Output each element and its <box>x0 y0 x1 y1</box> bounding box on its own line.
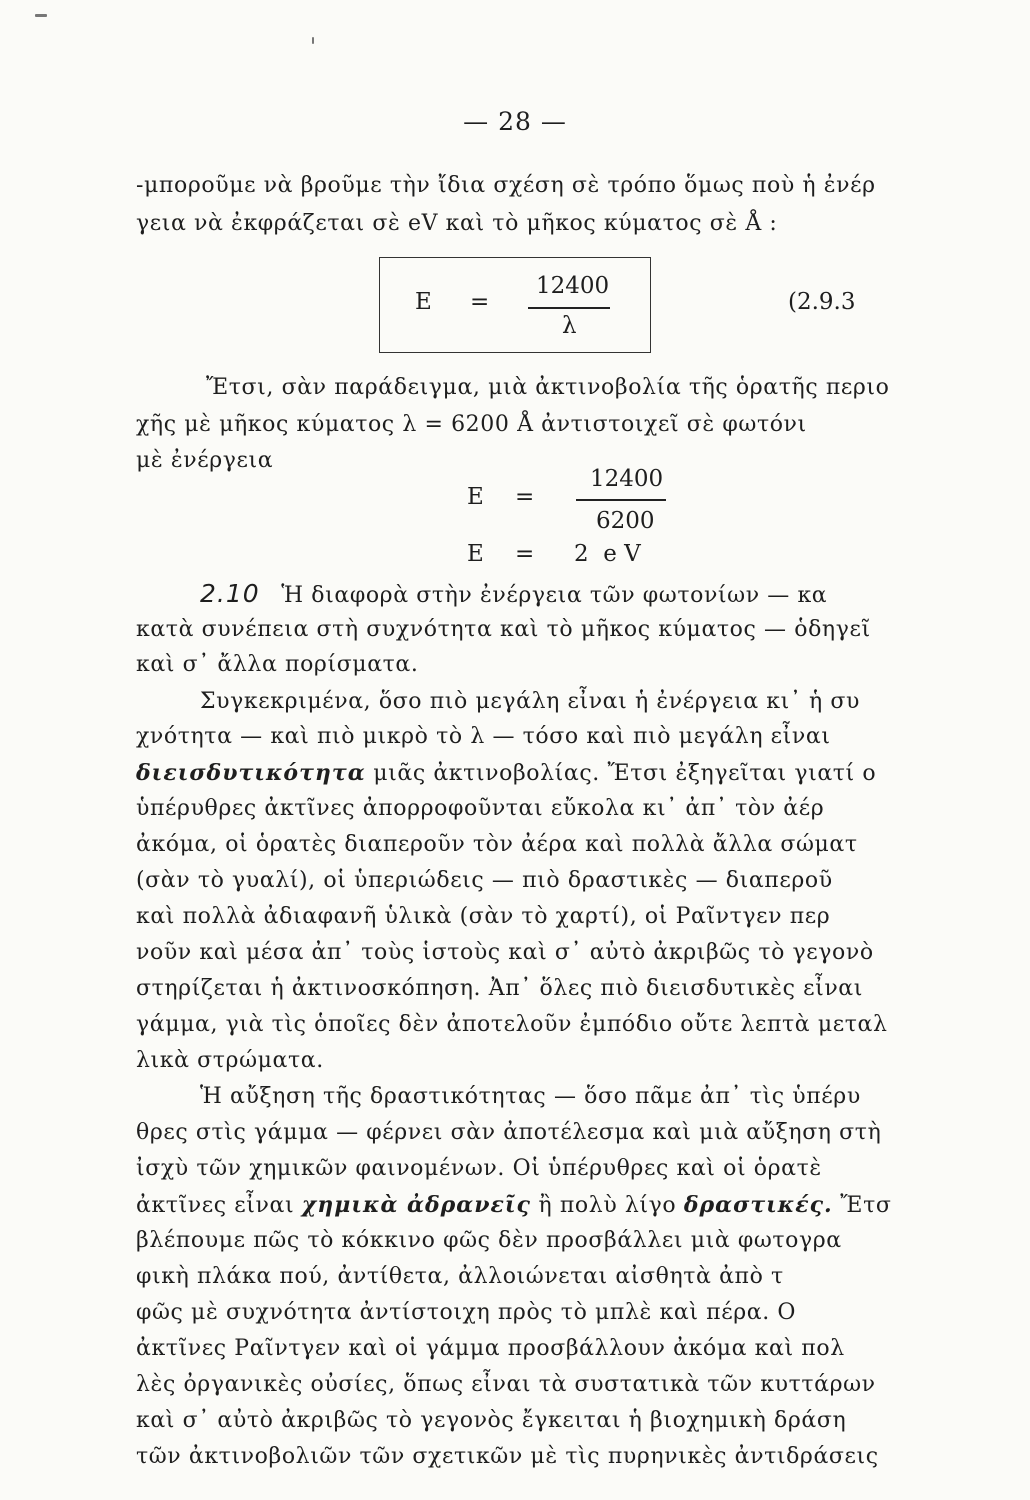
text-line <box>136 759 876 788</box>
text-line: γεια νὰ ἐκφράζεται σὲ eV καὶ τὸ μῆκος κύματος σὲ Å : <box>136 211 778 236</box>
text-line: ἰσχὺ τῶν χημικῶν φαινομένων. Οἱ ὑπέρυθρες καὶ οἱ ὁρατὲ <box>136 1156 822 1181</box>
text-line <box>136 1191 891 1220</box>
equation-denominator: 6200 <box>596 508 655 534</box>
text-line: καὶ σ᾽ αὐτὸ ἀκριβῶς τὸ γεγονὸς ἔγκειται ἡ βιοχημικὴ δράση <box>136 1408 847 1433</box>
text-line: ὑπέρυθρες ἀκτῖνες ἀπορροφοῦνται εὔκολα κι᾽ ἀπ᾽ τὸν ἀέρ <box>136 796 825 821</box>
equation-label: (2.9.3 <box>788 289 856 315</box>
emphasis-term: διεισδυτικότητα <box>136 760 366 786</box>
text-line: Συγκεκριμένα, ὅσο πιὸ μεγάλη εἶναι ἡ ἐνέργεια κι᾽ ἡ συ <box>200 689 861 714</box>
text-line: φῶς μὲ συχνότητα ἀντίστοιχη πρὸς τὸ μπλὲ καὶ πέρα. Ο <box>136 1300 797 1325</box>
section-heading-line <box>200 580 827 610</box>
section-first-line: Ἡ διαφορὰ στὴν ἐνέργεια τῶν φωτονίων — κα <box>281 583 828 608</box>
emphasis-term: χημικὰ ἀδρανεῖς <box>301 1192 531 1218</box>
equation-result: 2 e V <box>574 541 641 567</box>
text-line: ἀκτῖνες Ραῖντγεν καὶ οἱ γάμμα προσβάλλουν ἀκόμα καὶ πολ <box>136 1336 845 1361</box>
equation-lhs: E <box>467 541 484 567</box>
equation-equals: = <box>515 541 535 567</box>
text-fragment: Ἔτσ <box>832 1193 892 1218</box>
equation-equals: = <box>515 484 535 510</box>
text-line: φικὴ πλάκα πού, ἀντίθετα, ἀλλοιώνεται αἰσθητὰ ἀπὸ τ <box>136 1264 784 1289</box>
scan-speck <box>312 37 314 44</box>
emphasis-term: δραστικές. <box>683 1192 833 1218</box>
text-line: καὶ σ᾽ ἄλλα πορίσματα. <box>136 652 419 677</box>
text-line: στηρίζεται ἡ ἀκτινοσκόπηση. Ἀπ᾽ ὅλες πιὸ διεισδυτικὲς εἶναι <box>136 976 863 1001</box>
page-number: — 28 — <box>463 107 567 136</box>
fraction-bar <box>528 307 610 309</box>
section-number: 2.10 <box>200 579 260 608</box>
text-line: (σὰν τὸ γυαλί), οἱ ὑπεριώδεις — πιὸ δραστικὲς — διαπεροῦ <box>136 868 833 893</box>
text-line: χῆς μὲ μῆκος κύματος λ = 6200 Å ἀντιστοιχεῖ σὲ φωτόνι <box>136 412 807 437</box>
text-line: κατὰ συνέπεια στὴ συχνότητα καὶ τὸ μῆκος κύματος — ὁδηγεῖ <box>136 617 871 642</box>
equation-equals: = <box>470 289 490 315</box>
text-line: ἀκόμα, οἱ ὁρατὲς διαπεροῦν τὸν ἀέρα καὶ πολλὰ ἄλλα σώματ <box>136 832 858 857</box>
equation-numerator: 12400 <box>536 273 610 299</box>
text-fragment: μιᾶς ἀκτινοβολίας. Ἔτσι ἐξηγεῖται γιατί ο <box>365 761 877 786</box>
text-line: τῶν ἀκτινοβολιῶν τῶν σχετικῶν μὲ τὶς πυρηνικὲς ἀντιδράσεις <box>136 1444 879 1469</box>
equation-numerator: 12400 <box>590 466 664 492</box>
text-line: λὲς ὀργανικὲς οὐσίες, ὅπως εἶναι τὰ συστατικὰ τῶν κυττάρων <box>136 1372 876 1397</box>
scan-speck <box>35 14 47 17</box>
equation-lhs: E <box>467 484 484 510</box>
text-line: χνότητα — καὶ πιὸ μικρὸ τὸ λ — τόσο καὶ πιὸ μεγάλη εἶναι <box>136 724 831 749</box>
text-line: Ἔτσι, σὰν παράδειγμα, μιὰ ἀκτινοβολία τῆς ὁρατῆς περιο <box>206 375 890 400</box>
text-line: λικὰ στρώματα. <box>136 1048 324 1073</box>
text-line: καὶ πολλὰ ἀδιαφανῆ ὑλικὰ (σὰν τὸ χαρτί), οἱ Ραῖντγεν περ <box>136 904 831 929</box>
text-line: θρες στὶς γάμμα — φέρνει σὰν ἀποτέλεσμα καὶ μιὰ αὔξηση στὴ <box>136 1120 882 1145</box>
text-line: Ἡ αὔξηση τῆς δραστικότητας — ὅσο πᾶμε ἀπ᾽ τὶς ὑπέρυ <box>200 1084 861 1109</box>
text-line: γάμμα, γιὰ τὶς ὁποῖες δὲν ἀποτελοῦν ἐμπόδιο οὔτε λεπτὰ μεταλ <box>136 1012 888 1037</box>
equation-denominator: λ <box>562 313 577 339</box>
text-line: -μποροῦμε νὰ βροῦμε τὴν ἴδια σχέση σὲ τρόπο ὅμως ποὺ ἡ ἐνέρ <box>136 173 876 198</box>
text-fragment: ἢ πολὺ λίγο <box>530 1193 684 1218</box>
equation-lhs: E <box>415 289 432 315</box>
fraction-bar <box>576 499 666 501</box>
text-fragment: ἀκτῖνες εἶναι <box>136 1193 302 1218</box>
text-line: βλέπουμε πῶς τὸ κόκκινο φῶς δὲν προσβάλλει μιὰ φωτογρα <box>136 1228 842 1253</box>
text-line: μὲ ἐνέργεια <box>136 448 274 473</box>
text-line: νοῦν καὶ μέσα ἀπ᾽ τοὺς ἱστοὺς καὶ σ᾽ αὐτὸ ἀκριβῶς τὸ γεγονὸ <box>136 940 874 965</box>
